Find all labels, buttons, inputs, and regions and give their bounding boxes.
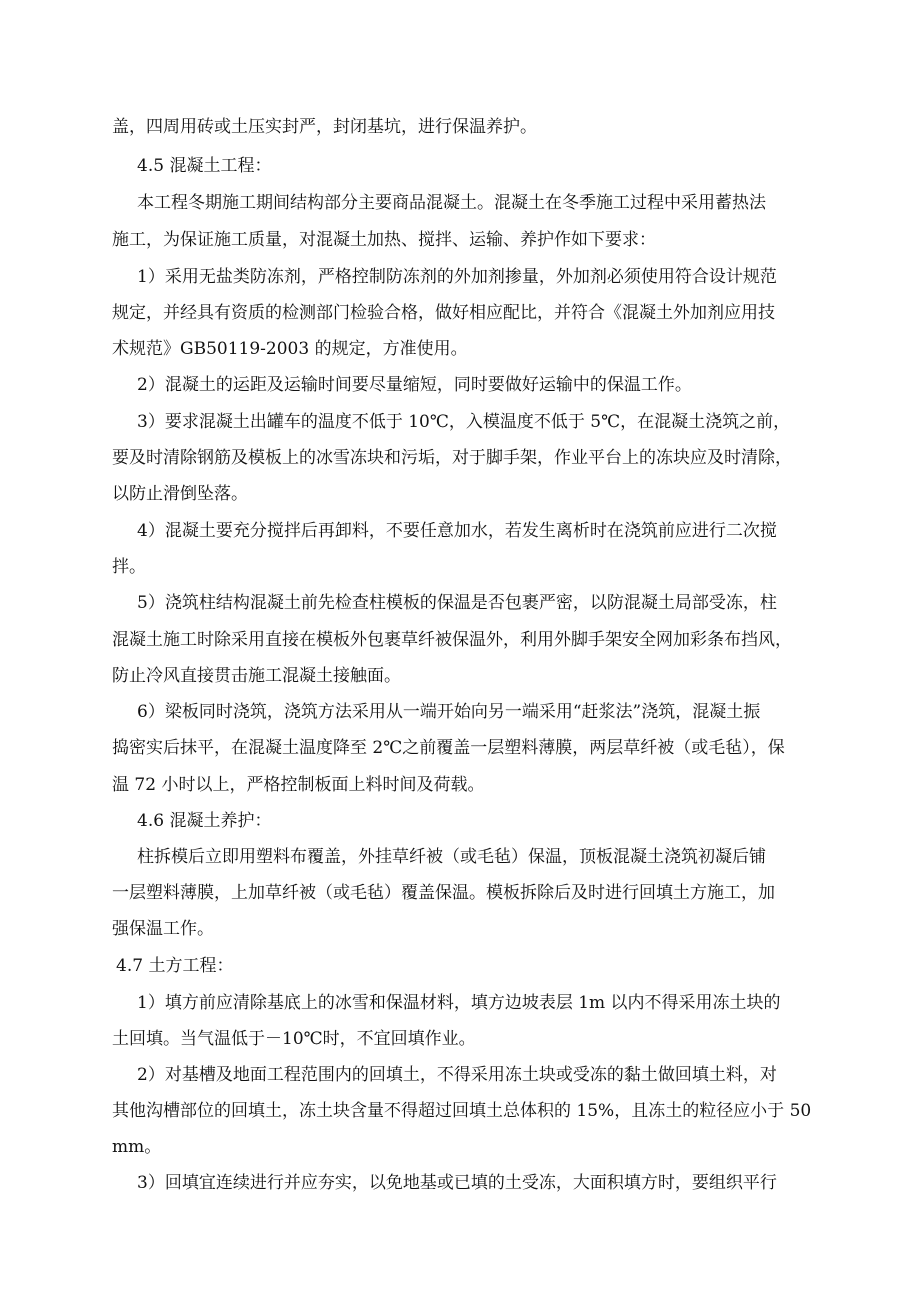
text-line: 2）混凝土的运距及运输时间要尽量缩短，同时要做好运输中的保温工作。 [137,375,692,395]
text-line: 要及时清除钢筋及模板上的冰雪冻块和污垢，对于脚手架，作业平台上的冻块应及时清除， [112,448,792,468]
text-line: 1）填方前应清除基底上的冰雪和保温材料，填方边坡表层 1m 以内不得采用冻土块的 [137,993,781,1013]
text-line: 6）梁板同时浇筑，浇筑方法采用从一端开始向另一端采用“赶浆法”浇筑，混凝土振 [137,702,761,722]
text-line: 1）采用无盐类防冻剂，严格控制防冻剂的外加剂掺量，外加剂必须使用符合设计规范 [137,267,777,287]
text-line: 混凝土施工时除采用直接在模板外包裹草纤被保温外，利用外脚手架安全网加彩条布挡风， [112,630,792,650]
text-line: 土回填。当气温低于－10℃时，不宜回填作业。 [112,1029,476,1049]
text-line: 规定，并经具有资质的检测部门检验合格，做好相应配比，并符合《混凝土外加剂应用技 [112,303,775,323]
text-line: 施工，为保证施工质量，对混凝土加热、搅拌、运输、养护作如下要求： [112,230,656,250]
text-line: 防止冷风直接贯击施工混凝土接触面。 [112,666,401,686]
text-line: 其他沟槽部位的回填土，冻土块含量不得超过回填土总体积的 15%，且冻土的粒径应小于 50 [112,1101,812,1121]
text-line: 3）要求混凝土出罐车的温度不低于 10℃，入模温度不低于 5℃，在混凝土浇筑之前， [137,412,791,432]
text-line: 以防止滑倒坠落。 [112,484,248,504]
text-line: 盖，四周用砖或土压实封严，封闭基坑，进行保温养护。 [112,117,537,137]
text-line: 本工程冬期施工期间结构部分主要商品混凝土。混凝土在冬季施工过程中采用蓄热法 [137,193,766,213]
text-line: 2）对基槽及地面工程范围内的回填土，不得采用冻土块或受冻的黏土做回填土料，对 [137,1065,777,1085]
section-heading: 4.6 混凝土养护： [137,811,272,831]
section-heading: 4.7 土方工程： [116,956,234,976]
text-line: 柱拆模后立即用塑料布覆盖，外挂草纤被（或毛毡）保温，顶板混凝土浇筑初凝后铺 [137,847,766,867]
text-line: 一层塑料薄膜，上加草纤被（或毛毡）覆盖保温。模板拆除后及时进行回填土方施工，加 [112,883,775,903]
text-line: 4）混凝土要充分搅拌后再卸料，不要任意加水，若发生离析时在浇筑前应进行二次搅 [137,521,777,541]
text-line: 温 72 小时以上，严格控制板面上料时间及荷载。 [112,775,485,795]
text-line: mm。 [112,1137,162,1157]
text-line: 捣密实后抹平，在混凝土温度降至 2℃之前覆盖一层塑料薄膜，两层草纤被（或毛毡），保 [112,738,785,758]
text-line: 5）浇筑柱结构混凝土前先检查柱模板的保温是否包裹严密，以防混凝土局部受冻，柱 [137,593,777,613]
text-line: 强保温工作。 [112,919,214,939]
text-line: 术规范》GB50119-2003 的规定，方准使用。 [112,339,468,359]
text-line: 3）回填宜连续进行并应夯实，以免地基或已填的土受冻，大面积填方时，要组织平行 [137,1173,777,1193]
section-heading: 4.5 混凝土工程： [137,156,272,176]
text-line: 拌。 [112,557,146,577]
